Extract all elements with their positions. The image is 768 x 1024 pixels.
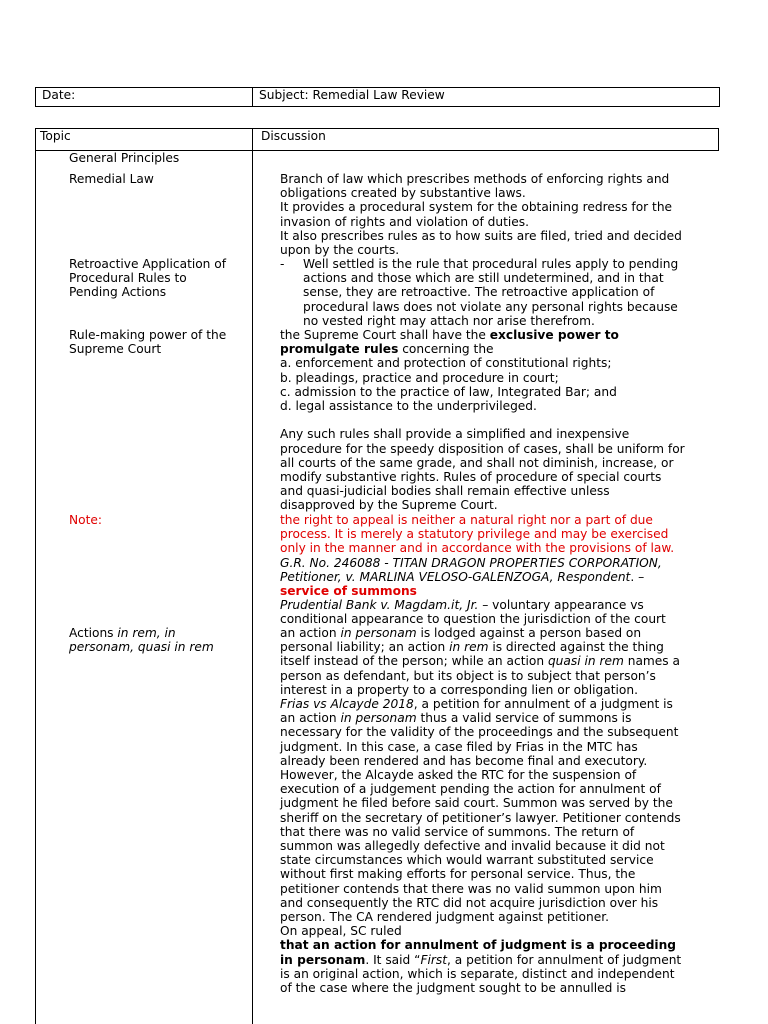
note-discussion — [280, 513, 720, 627]
red-text-line: process. It is merely a statutory privilege and may be exercised — [280, 527, 669, 542]
text-span: is lodged against a person based on — [416, 626, 642, 640]
text-line: all courts of the same grade, and shall not diminish, increase, or — [280, 455, 674, 470]
text-line: is an original action, which is separate, distinct and independent — [280, 966, 675, 981]
text-line: and consequently the RTC did not acquire jurisdiction over his — [280, 895, 659, 910]
text-line: procedural laws does not violate any personal rights because — [303, 299, 678, 314]
text-span: thus a valid service of summons is — [416, 711, 632, 726]
italic-span: in personam — [340, 711, 417, 726]
text-span: concerning the — [398, 342, 494, 357]
bold-span: in personam — [280, 952, 366, 967]
topic-retro-line: Retroactive Application of — [69, 257, 227, 271]
text-line: necessary for the validity of the proceedings and the subsequent — [280, 725, 679, 740]
italic-span: First — [420, 952, 447, 967]
text-line: interest in a property to a corresponding lien or obligation. — [280, 682, 638, 697]
text-line: summon was allegedly defective and invalid because it did not — [280, 839, 665, 854]
text-line: actions and those which are still undetermined, and in that — [303, 271, 664, 286]
topic-remedial-law: Remedial Law — [69, 172, 154, 186]
text-line: invasion of rights and violation of duties. — [280, 214, 529, 229]
text-span: . – — [630, 569, 645, 584]
text-line: petitioner contends that there was no valid summon upon him — [280, 881, 662, 896]
italic-span: in rem — [449, 640, 489, 655]
text-line: without first making efforts for personal service. Thus, the — [280, 867, 636, 882]
text-span: names a — [623, 654, 680, 669]
text-span: an action — [280, 711, 341, 726]
list-item: d. legal assistance to the underprivileged. — [280, 399, 537, 414]
text-line: and quasi-judicial bodies shall remain effective unless — [280, 484, 610, 499]
case-citation: G.R. No. 246088 - TITAN DRAGON PROPERTIES CORPORATION, — [280, 555, 662, 570]
text-span: , a petition for annulment of judgment — [447, 952, 682, 967]
subject-label: Subject: Remedial Law Review — [259, 88, 445, 102]
date-label: Date: — [42, 88, 76, 102]
text-line: disapproved by the Supreme Court. — [280, 498, 498, 513]
ruling-bold-line: that an action for annulment of judgment is a proceeding — [280, 938, 676, 953]
list-item: b. pleadings, practice and procedure in court; — [280, 370, 559, 385]
bullet-dash: - — [280, 257, 285, 271]
topic-actions-text: Actions — [69, 626, 118, 640]
text-line: It provides a procedural system for the obtaining redress for the — [280, 200, 673, 215]
col-discussion-header: Discussion — [261, 129, 326, 143]
topic-actions-italic: in rem, in — [117, 626, 176, 640]
topic-retroactive — [69, 257, 226, 300]
text-span: an action — [280, 626, 341, 640]
table-column-divider — [252, 128, 253, 1024]
case-citation: Prudential Bank v. Magdam.it, Jr. — [280, 598, 479, 613]
text-line: Branch of law which prescribes methods of enforcing rights and — [280, 172, 670, 186]
header-divider — [252, 87, 253, 107]
service-of-summons-heading: service of summons — [280, 584, 417, 599]
text-line: procedure for the speedy disposition of cases, shall be uniform for — [280, 441, 685, 456]
text-line: person as defendant, but its object is to subject that person’s — [280, 668, 656, 683]
text-line: upon by the courts. — [280, 243, 400, 258]
text-span: personal liability; an action — [280, 640, 450, 655]
text-line: judgment he filed before said court. Summon was served by the — [280, 796, 673, 811]
text-line: modify substantive rights. Rules of procedure of special courts — [280, 470, 662, 485]
topic-rule-making — [69, 328, 226, 356]
list-item: a. enforcement and protection of constitutional rights; — [280, 356, 612, 371]
text-span: , a petition for annulment of a judgment is — [413, 697, 673, 712]
red-text-line: only in the manner and in accordance with the provisions of law. — [280, 541, 675, 556]
text-span: . It said “ — [365, 952, 421, 967]
case-citation: Petitioner, v. MARLINA VELOSO-GALENZOGA, Respondent — [280, 569, 631, 584]
text-line: state circumstances which would warrant substituted service — [280, 853, 654, 868]
topic-note: Note: — [69, 513, 102, 527]
actions-discussion — [280, 626, 720, 995]
text-line: obligations created by substantive laws. — [280, 186, 526, 201]
text-line: execution of a judgement pending the action for annulment of — [280, 782, 661, 797]
topic-actions-italic-2: personam, quasi in rem — [69, 640, 214, 655]
remedial-law-discussion — [280, 172, 720, 257]
text-line: Well settled is the rule that procedural rules apply to pending — [303, 257, 679, 271]
text-line: person. The CA rendered judgment against petitioner. — [280, 910, 609, 925]
topic-retro-line: Pending Actions — [69, 285, 167, 300]
text-line: judgment. In this case, a case filed by Frias in the MTC has — [280, 739, 638, 754]
italic-span: in personam — [340, 626, 417, 640]
col-topic-header: Topic — [40, 129, 71, 143]
bold-span: promulgate rules — [280, 342, 399, 357]
text-span: the Supreme Court shall have the — [280, 328, 490, 342]
table-left-border — [35, 128, 36, 1024]
text-line: of the case where the judgment sought to be annulled is — [280, 981, 627, 996]
retroactive-bullet — [280, 257, 743, 328]
text-span: itself instead of the person; while an action — [280, 654, 548, 669]
text-line: that there was no valid service of summons. The return of — [280, 824, 635, 839]
text-line: no vested right may attach nor arise therefrom. — [303, 313, 595, 328]
topic-actions — [69, 626, 214, 654]
bold-span: exclusive power to — [489, 328, 619, 342]
italic-span: quasi in rem — [547, 654, 624, 669]
rule-making-discussion — [280, 328, 720, 513]
list-item: c. admission to the practice of law, Integrated Bar; and — [280, 384, 617, 399]
table-top-border — [35, 128, 719, 129]
topic-general-principles: General Principles — [69, 151, 180, 165]
text-line: sense, they are retroactive. The retroactive application of — [303, 285, 655, 300]
text-line: sheriff on the secretary of petitioner’s lawyer. Petitioner contends — [280, 810, 681, 825]
topic-retro-line: Procedural Rules to — [69, 271, 187, 286]
text-line: conditional appearance to question the jurisdiction of the court — [280, 612, 666, 627]
table-right-border — [718, 128, 719, 151]
text-line: It also prescribes rules as to how suits are filed, tried and decided — [280, 228, 682, 243]
text-span: is directed against the thing — [488, 640, 664, 655]
text-line: already been rendered and has become final and executory. — [280, 753, 648, 768]
text-line: On appeal, SC ruled — [280, 924, 402, 939]
topic-rulemaking-line: Rule-making power of the — [69, 328, 227, 342]
text-span: – voluntary appearance vs — [478, 598, 644, 613]
text-line: Any such rules shall provide a simplified and inexpensive — [280, 427, 630, 442]
text-line: However, the Alcayde asked the RTC for the suspension of — [280, 768, 637, 783]
red-text-line: the right to appeal is neither a natural right nor a part of due — [280, 513, 653, 527]
topic-rulemaking-line: Supreme Court — [69, 342, 162, 357]
case-citation: Frias vs Alcayde 2018 — [280, 697, 414, 712]
